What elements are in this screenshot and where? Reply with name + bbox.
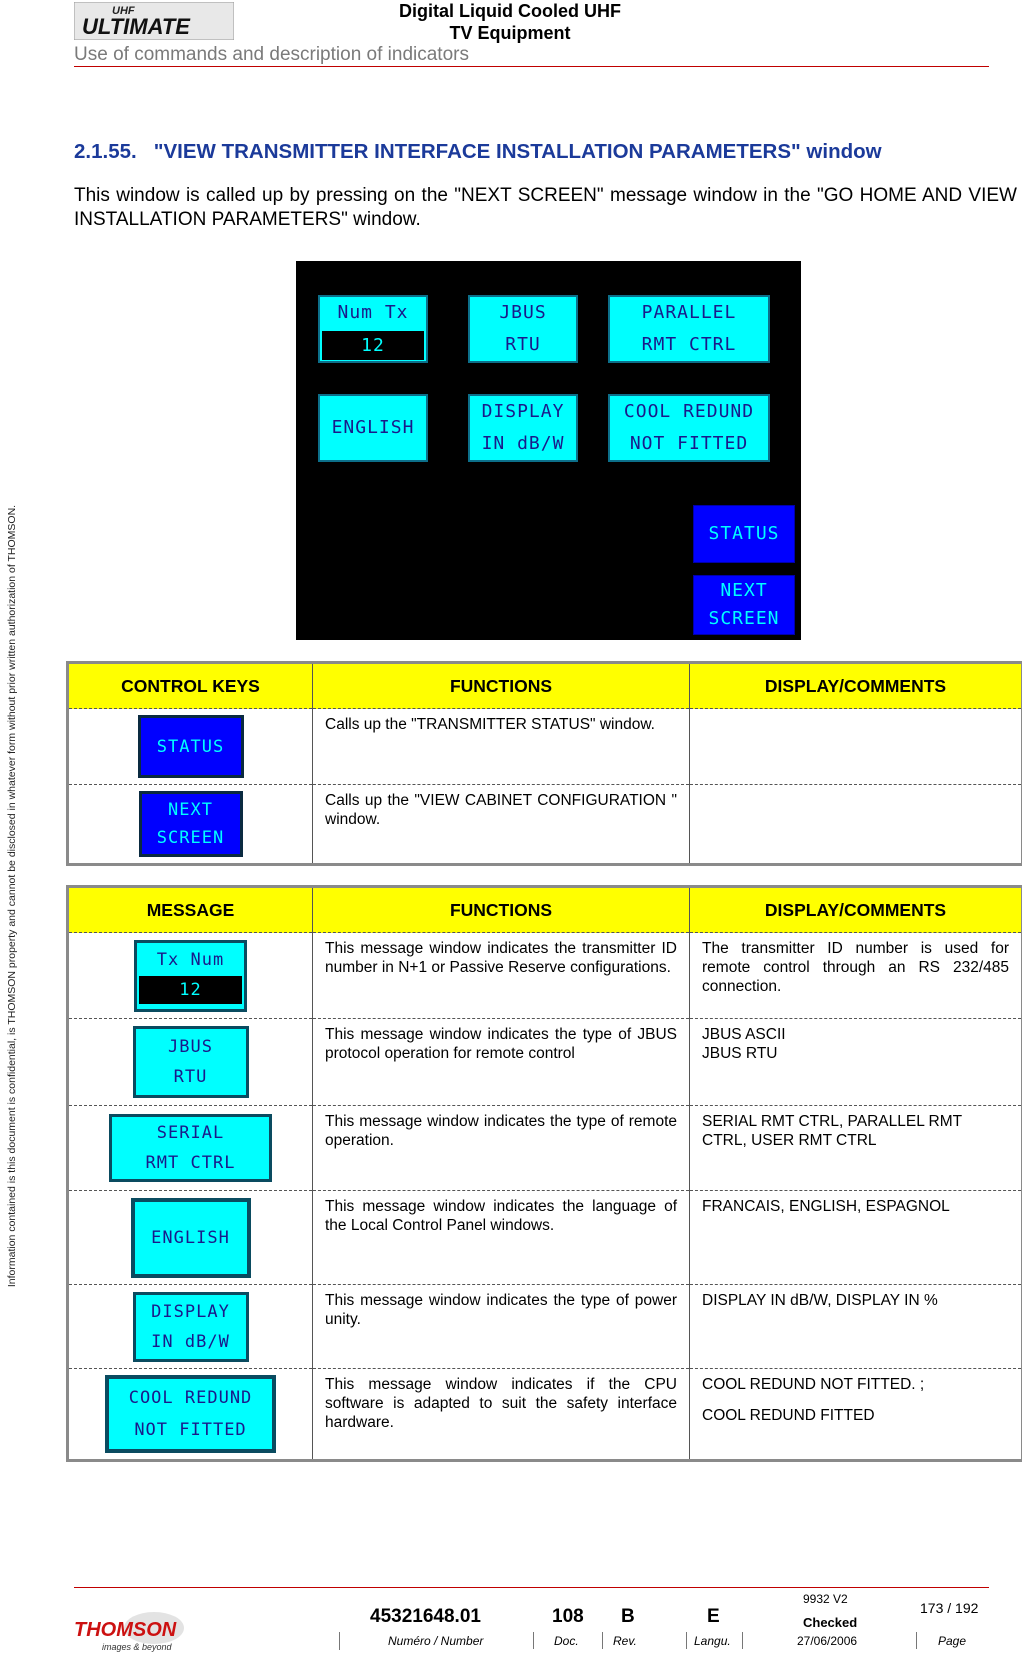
jbus-label: JBUS — [470, 297, 576, 329]
rmt-ctrl-label: RMT CTRL — [610, 329, 768, 361]
doc-code: 108 — [552, 1606, 584, 1628]
cool-redund-icon — [105, 1375, 276, 1453]
function-text: This message window indicates the type of remote operation. — [313, 1106, 690, 1191]
cool-redund-label: COOL REDUND — [109, 1382, 272, 1414]
db-w-label: IN dB/W — [136, 1327, 246, 1357]
tx-num-icon — [134, 940, 247, 1012]
display-db-w-icon — [133, 1292, 249, 1362]
cool-redund-button[interactable] — [608, 394, 770, 462]
control-keys-table — [66, 661, 1022, 866]
table-row — [68, 785, 1022, 865]
jbus-rtu-icon — [133, 1026, 249, 1098]
date: 27/06/2006 — [797, 1634, 857, 1648]
col-message: MESSAGE — [68, 887, 313, 933]
function-text: Calls up the "VIEW CABINET CONFIGURATION " window. — [313, 785, 690, 865]
not-fitted-label: NOT FITTED — [610, 428, 768, 460]
next-label: NEXT — [694, 577, 794, 605]
table-row — [68, 1369, 1022, 1461]
label-doc: Doc. — [554, 1634, 579, 1648]
tx-num-label: Tx Num — [137, 946, 244, 974]
rtu-label: RTU — [470, 329, 576, 361]
table-row — [68, 709, 1022, 785]
english-icon — [131, 1198, 251, 1278]
function-text: This message window indicates if the CPU software is adapted to suit the safety interface hardware. — [313, 1369, 690, 1461]
comment-line: JBUS ASCII — [702, 1025, 1009, 1044]
serial-rmt-ctrl-icon — [109, 1114, 272, 1182]
comment-text — [690, 785, 1022, 865]
screen-label: SCREEN — [694, 605, 794, 633]
function-text: Calls up the "TRANSMITTER STATUS" window. — [313, 709, 690, 785]
separator — [686, 1632, 687, 1649]
confidentiality-note: Information contained is this document is confidential, is THOMSON property and cannot be disclosed in whatever form without prior written authorization of THOMSON. — [6, 446, 18, 1346]
logo-tagline: images & beyond — [102, 1642, 173, 1652]
col-functions: FUNCTIONS — [313, 887, 690, 933]
status-key-icon — [138, 715, 244, 778]
header-divider — [74, 66, 989, 67]
col-control-keys: CONTROL KEYS — [68, 663, 313, 709]
parallel-rmt-ctrl-button[interactable] — [608, 295, 770, 363]
section-heading: 2.1.55. "VIEW TRANSMITTER INTERFACE INSTALLATION PARAMETERS" window — [74, 140, 882, 164]
screen-panel — [296, 261, 801, 640]
label-page: Page — [938, 1634, 966, 1648]
comment-text: SERIAL RMT CTRL, PARALLEL RMT CTRL, USER RMT CTRL — [690, 1106, 1022, 1191]
function-text: This message window indicates the transmitter ID number in N+1 or Passive Reserve configurations. — [313, 933, 690, 1019]
logo-brand: THOMSON — [74, 1619, 177, 1641]
message-table — [66, 885, 1022, 1462]
num-tx-label: Num Tx — [320, 297, 426, 329]
footer-divider — [74, 1587, 989, 1588]
label-number: Numéro / Number — [388, 1634, 483, 1648]
function-text: This message window indicates the type of power unity. — [313, 1285, 690, 1369]
english-label: ENGLISH — [320, 412, 426, 444]
separator — [742, 1632, 743, 1649]
page-number: 173 / 192 — [920, 1600, 978, 1616]
rtu-label: RTU — [136, 1062, 246, 1092]
cool-redund-label: COOL REDUND — [610, 396, 768, 428]
table-row — [68, 1106, 1022, 1191]
comment-text — [690, 1369, 1022, 1461]
header-subtitle: Use of commands and description of indicators — [74, 44, 469, 66]
screen-key-label: SCREEN — [142, 824, 240, 852]
checked-label: Checked — [803, 1615, 857, 1630]
header-title-line2: TV Equipment — [380, 22, 640, 44]
tx-num-value: 12 — [139, 976, 242, 1004]
table-row — [68, 1285, 1022, 1369]
doc-number: 45321648.01 — [370, 1606, 481, 1628]
table-row — [68, 1019, 1022, 1106]
status-label: STATUS — [694, 518, 794, 550]
num-tx-value: 12 — [322, 331, 424, 360]
english-button[interactable] — [318, 394, 428, 462]
logo-text: ULTIMATE — [82, 14, 191, 39]
english-label: ENGLISH — [135, 1223, 247, 1253]
parallel-label: PARALLEL — [610, 297, 768, 329]
separator — [916, 1632, 917, 1649]
separator — [533, 1632, 534, 1649]
comment-text: FRANCAIS, ENGLISH, ESPAGNOL — [690, 1191, 1022, 1285]
function-text: This message window indicates the language of the Local Control Panel windows. — [313, 1191, 690, 1285]
label-rev: Rev. — [613, 1634, 637, 1648]
header-title — [380, 0, 640, 44]
rmt-ctrl-label: RMT CTRL — [112, 1148, 269, 1178]
display-label: DISPLAY — [470, 396, 576, 428]
num-tx-field[interactable] — [318, 295, 428, 363]
not-fitted-label: NOT FITTED — [109, 1414, 272, 1446]
language: E — [707, 1606, 720, 1628]
status-button[interactable] — [693, 505, 795, 563]
version: 9932 V2 — [803, 1592, 848, 1606]
col-display-comments: DISPLAY/COMMENTS — [690, 887, 1022, 933]
comment-line: COOL REDUND FITTED — [702, 1406, 1009, 1425]
comment-text: DISPLAY IN dB/W, DISPLAY IN % — [690, 1285, 1022, 1369]
next-screen-button[interactable] — [693, 575, 795, 635]
next-key-label: NEXT — [142, 796, 240, 824]
display-db-w-button[interactable] — [468, 394, 578, 462]
function-text: This message window indicates the type of JBUS protocol operation for remote control — [313, 1019, 690, 1106]
logo-small-text: UHF — [112, 5, 135, 17]
jbus-label: JBUS — [136, 1032, 246, 1062]
status-key-label: STATUS — [141, 732, 241, 762]
label-langu: Langu. — [694, 1634, 731, 1648]
comment-text: The transmitter ID number is used for remote control through an RS 232/485 connection. — [690, 933, 1022, 1019]
header-title-line1: Digital Liquid Cooled UHF — [380, 0, 640, 22]
revision: B — [621, 1606, 635, 1628]
section-intro: This window is called up by pressing on the "NEXT SCREEN" message window in the "GO HOME AND VIEW INSTALLATION PARAMETERS" window. — [74, 184, 1017, 232]
table-row — [68, 933, 1022, 1019]
db-w-label: IN dB/W — [470, 428, 576, 460]
separator — [602, 1632, 603, 1649]
next-screen-key-icon — [139, 791, 243, 857]
col-display-comments: DISPLAY/COMMENTS — [690, 663, 1022, 709]
ultimate-logo — [74, 2, 234, 40]
serial-label: SERIAL — [112, 1118, 269, 1148]
comment-line: JBUS RTU — [702, 1044, 1009, 1063]
comment-text — [690, 709, 1022, 785]
col-functions: FUNCTIONS — [313, 663, 690, 709]
comment-line: COOL REDUND NOT FITTED. ; — [702, 1375, 1009, 1394]
display-label: DISPLAY — [136, 1297, 246, 1327]
thomson-logo — [74, 1606, 194, 1658]
table-row — [68, 1191, 1022, 1285]
comment-text — [690, 1019, 1022, 1106]
jbus-rtu-button[interactable] — [468, 295, 578, 363]
